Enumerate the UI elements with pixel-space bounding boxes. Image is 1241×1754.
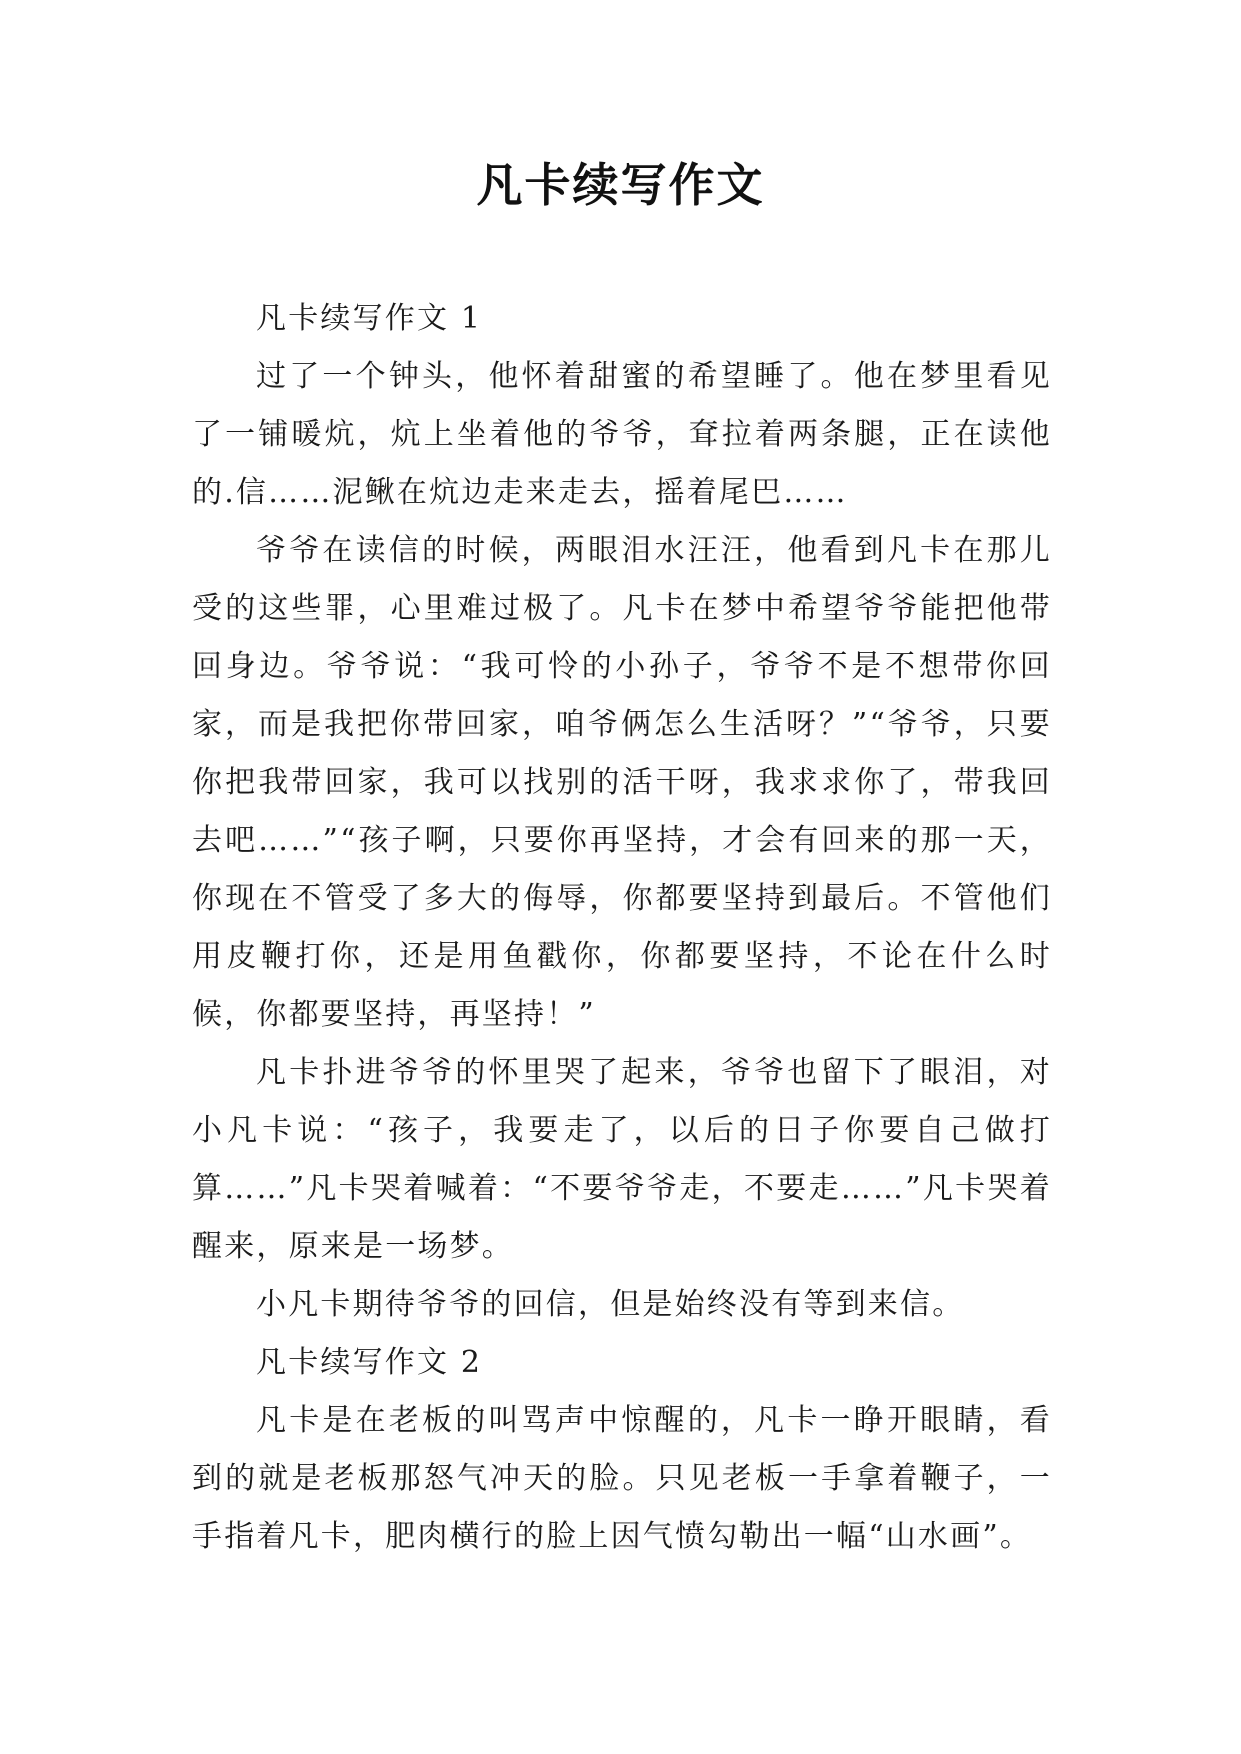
- paragraph: 小凡卡期待爷爷的回信，但是始终没有等到来信。: [256, 1287, 965, 1322]
- paragraph: 凡卡是在老板的叫骂声中惊醒的，凡卡一睁开眼睛，看到的就是老板那怒气冲天的脸。只见老板一手拿着鞭子，一手指着凡卡，肥肉横行的脸上因气愤勾勒出一幅“山水画”。: [192, 1403, 1052, 1554]
- paragraph: 过了一个钟头，他怀着甜蜜的希望睡了。他在梦里看见了一铺暖炕，炕上坐着他的爷爷，耷拉着两条腿，正在读他的.信……泥鳅在炕边走来走去，摇着尾巴……: [192, 359, 1052, 510]
- document-body: [192, 290, 1052, 1566]
- paragraph: 爷爷在读信的时候，两眼泪水汪汪，他看到凡卡在那儿受的这些罪，心里难过极了。凡卡在梦中希望爷爷能把他带回身边。爷爷说：“我可怜的小孙子，爷爷不是不想带你回家，而是我把你带回家，咱爷俩怎么生活呀？”“爷爷，只要你把我带回家，我可以找别的活干呀，我求求你了，带我回去吧……”“孩子啊，只要你再坚持，才会有回来的那一天，你现在不管受了多大的侮辱，你都要坚持到最后。不管他们用皮鞭打你，还是用鱼戳你，你都要坚持，不论在什么时候，你都要坚持，再坚持！”: [192, 533, 1052, 1032]
- section-heading-2: 凡卡续写作文 2: [256, 1345, 483, 1380]
- paragraph: 凡卡扑进爷爷的怀里哭了起来，爷爷也留下了眼泪，对小凡卡说：“孩子，我要走了，以后的日子你要自己做打算……”凡卡哭着喊着：“不要爷爷走，不要走……”凡卡哭着醒来，原来是一场梦。: [192, 1055, 1052, 1264]
- section-heading-1: 凡卡续写作文 1: [256, 301, 483, 336]
- document-title: 凡卡续写作文: [476, 158, 765, 212]
